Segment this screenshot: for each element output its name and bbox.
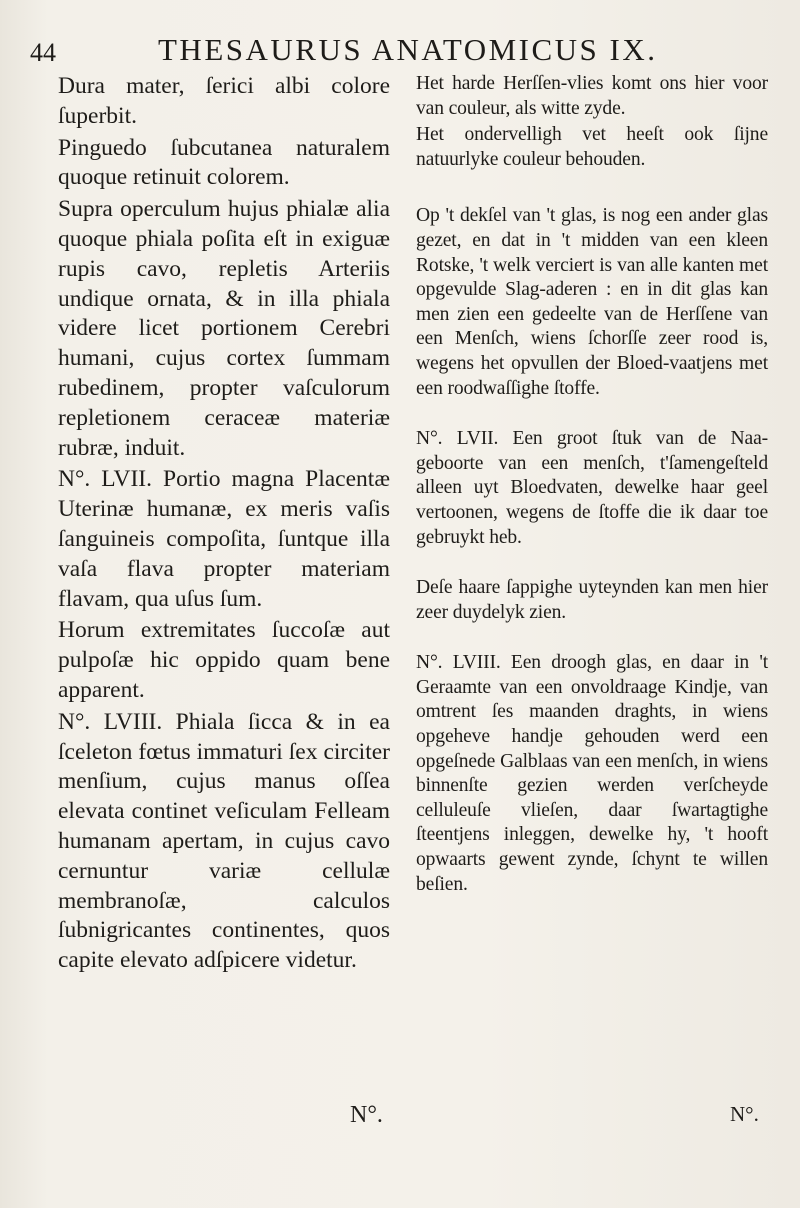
- page-header: [30, 30, 770, 74]
- running-title: THESAURUS ANATOMICUS IX.: [158, 32, 658, 67]
- dutch-paragraph-herssen-vlies: Het harde Herſſen-vlies komt ons hier voor van couleur, als witte zyde.: [416, 73, 768, 119]
- page-number: 44: [30, 38, 56, 67]
- latin-paragraph-no-57: N°. LVII. Portio magna Placentæ Uterinæ humanæ, ex meris vaſis ſanguineis compoſita, ſuntque illa vaſa flava propter materiam flavam, qua uſus ſum.: [58, 466, 390, 612]
- catchword-right: N°.: [730, 1102, 759, 1126]
- latin-paragraph-operculum: Supra operculum hujus phialæ alia quoque phiala poſita eſt in exiguæ rupis cavo, repletis Arteriis undique ornata, & in illa phiala videre licet portionem Cerebri humani, cujus cortex ſummam rubedinem, propter vaſculorum repletionem ceraceæ materiæ rubræ, induit.: [58, 196, 390, 461]
- dutch-paragraph-ondervelligh: Het ondervelligh vet heeſt ook ſijne natuurlyke couleur behouden.: [416, 124, 768, 170]
- dutch-paragraph-deksel: Op 't dekſel van 't glas, is nog een ander glas gezet, en dat in 't midden van een kleen Rotske, 't welk verciert is van alle kanten met opgevulde Slag-aderen : en in dit glas kan men zien een gedeelte van de Herſſene van een Menſch, wiens ſchorſſe zeer rood is, wegens het opvullen der Bloed-vaatjens met een roodwaſſighe ſtoffe.: [416, 205, 768, 399]
- latin-paragraph-pinguedo: Pinguedo ſubcutanea naturalem quoque retinuit colorem.: [58, 134, 390, 191]
- dutch-paragraph-no-57: N°. LVII. Een groot ſtuk van de Naa-geboorte van een menſch, t'ſamengeſteld alleen uyt Bloedvaten, dewelke haar geel vertoonen, wegens de ſtoffe die ik daar toe gebruykt heb.: [416, 428, 768, 548]
- latin-paragraph-no-58: N°. LVIII. Phiala ſicca & in ea ſceleton fœtus immaturi ſex circiter menſium, cujus manus oſſea elevata continet veſiculam Felleam humanam apertam, in cujus cavo cernuntur variæ cellulæ membranoſæ, calculos ſubnigricantes continentes, quos capite elevato adſpicere videtur.: [58, 708, 390, 974]
- dutch-paragraph-no-58: N°. LVIII. Een droogh glas, en daar in 't Geraamte van een onvoldraage Kindje, van omtrent ſes maanden draghts, in wiens opgeheve handje gehouden werd een opgeſnede Galblaas van een menſch, in wiens binnenſte gezien werden verſcheyde celluleuſe vlieſen, daar ſwartagtighe ſteentjens inleggen, dewelke hy, 't hooft opwaarts gewent zynde, ſchynt te willen beſien.: [416, 652, 768, 895]
- latin-paragraph-extremitates: Horum extremitates ſuccoſæ aut pulpoſæ hic oppido quam bene apparent.: [58, 617, 390, 703]
- latin-column: [58, 72, 390, 976]
- latin-paragraph-dura-mater: Dura mater, ſerici albi colore ſuperbit.: [58, 73, 390, 129]
- catchword-left: N°.: [350, 1102, 383, 1128]
- dutch-column: [416, 72, 768, 897]
- dutch-paragraph-uyteynden: Deſe haare ſappighe uyteynden kan men hier zeer duydelyk zien.: [416, 577, 768, 623]
